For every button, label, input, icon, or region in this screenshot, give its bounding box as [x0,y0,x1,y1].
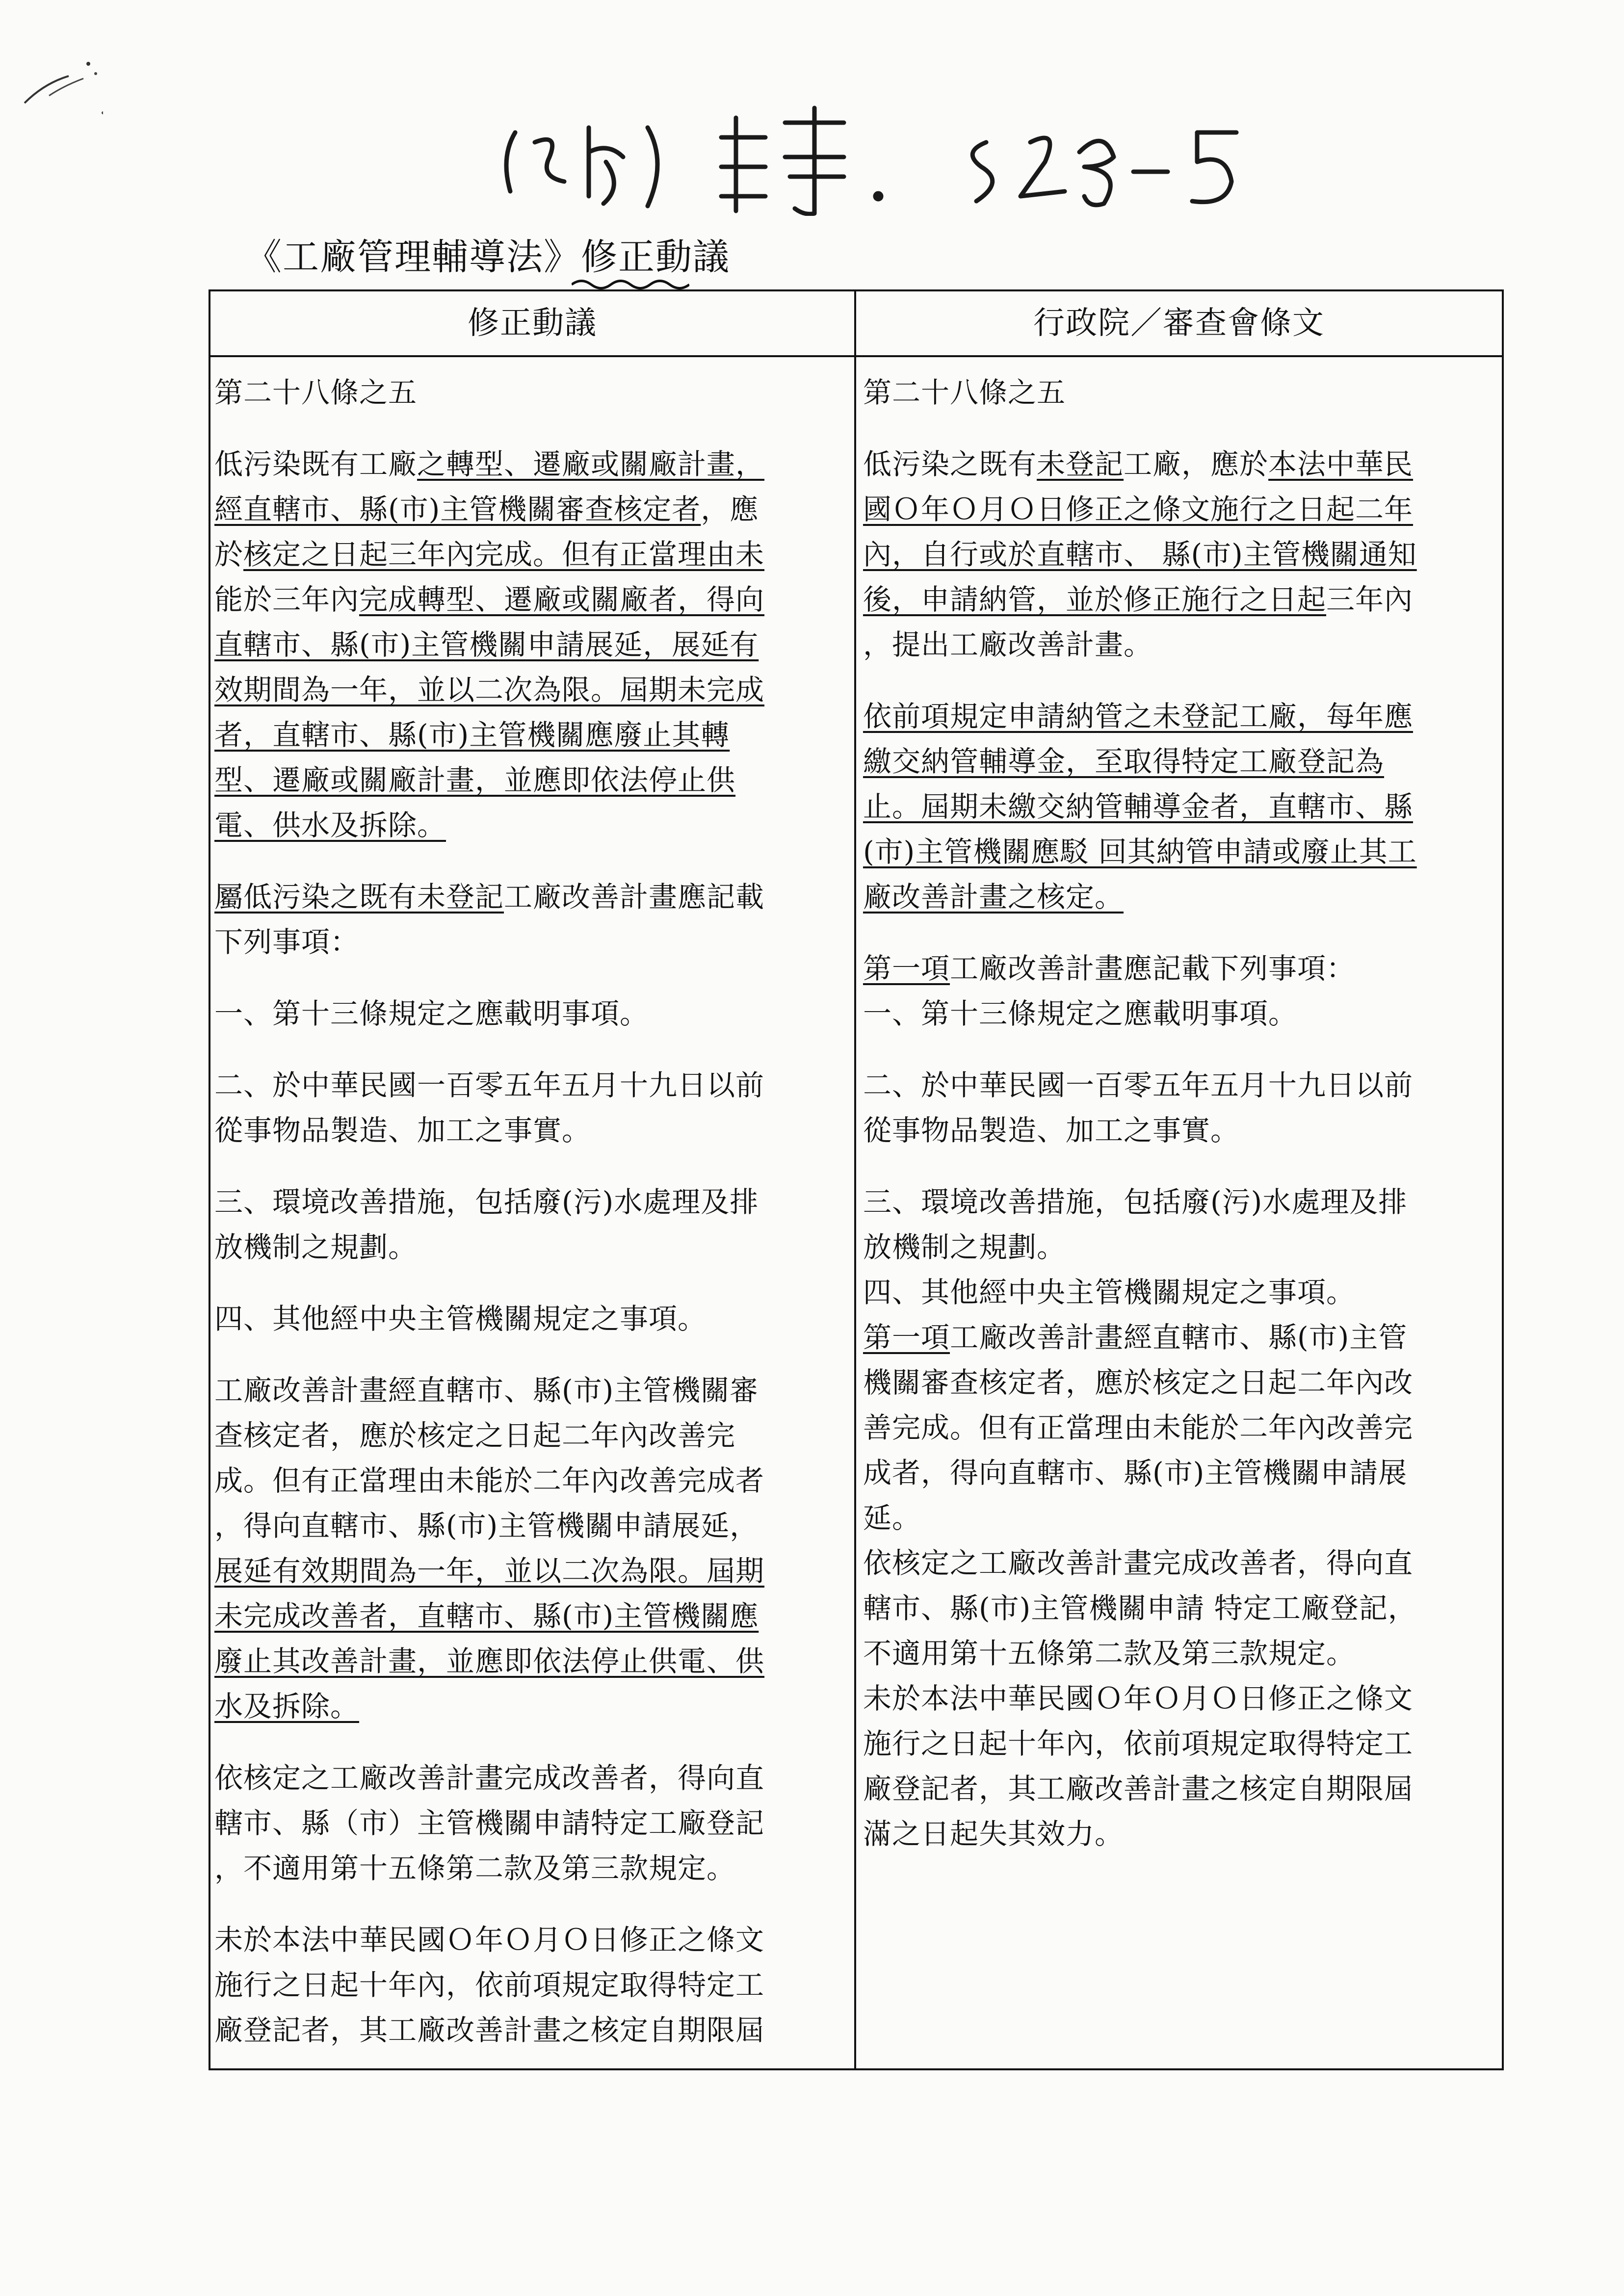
column-divider [854,291,856,2068]
amendment-column [214,370,847,2053]
left-paragraph-3: 工廠改善計畫經直轄市、縣(市)主管機關審 查核定者，應於核定之日起二年內改善完 成。但有正當理由未能於二年內改善完成者 ，得向直轄市、縣(市)主管機關申請展延， 展延有效期間為一年，並以二次為限。屆期 未完成改善者，直轄市、縣(市)主管機關應 廢止其改善計畫，並應即依法停止供電、供 水及拆除。 [214,1374,765,1723]
table-header-row [210,291,1502,357]
left-item-1: 一、第十三條規定之應載明事項。 [214,997,649,1030]
right-article-number: 第二十八條之五 [863,376,1066,409]
left-paragraph-2: 屬低污染之既有未登記工廠改善計畫應記載 下列事項： [214,880,765,959]
left-paragraph-1: 低污染既有工廠之轉型、遷廠或關廠計畫， 經直轄市、縣(市)主管機關審查核定者，應 於核定之日起三年內完成。但有正當理由未 能於三年內完成轉型、遷廠或關廠者，得向 直轄市、縣(市)主管機關申請展延，展延有 效期間為一年，並以二次為限。屆期未完成 者，直轄市、縣(市)主管機關應廢止其轉 型、遷廠或關廠計畫，並應即依法停止供 電、供水及拆除。 [214,447,765,842]
header-amendment-motion: 修正動議 [468,305,597,341]
right-item-3-4: 三、環境改善措施，包括廢(污)水處理及排 放機制之規劃。 四、其他經中央主管機關規定之事項。 [863,1185,1408,1309]
right-paragraph-3: 第一項工廠改善計畫應記載下列事項： 一、第十三條規定之應載明事項。 [863,946,1491,1036]
right-paragraph-2: 依前項規定申請納管之未登記工廠，每年應 繳交納管輔導金，至取得特定工廠登記為 止。屆期未繳交納管輔導金者，直轄市、縣 (市)主管機關應駁 回其納管申請或廢止其工 廠改善計畫之核定。 [863,700,1417,913]
left-item-3: 三、環境改善措施，包括廢(污)水處理及排 放機制之規劃。 [214,1185,759,1264]
header-executive-yuan-text: 行政院／審查會條文 [1033,305,1325,341]
right-paragraph-1: 低污染之既有未登記工廠，應於本法中華民 國Ｏ年Ｏ月Ｏ日修正之條文施行之日起二年 內，自行或於直轄市、 縣(市)主管機關通知 後，申請納管，並於修正施行之日起三年內 ，提出工廠改善計畫。 [863,447,1417,661]
left-article-number: 第二十八條之五 [214,376,418,409]
right-item-1: 一、第十三條規定之應載明事項。 [863,997,1298,1030]
right-paragraph-5: 依核定之工廠改善計畫完成改善者，得向直 轄市、縣(市)主管機關申請 特定工廠登記， 不適用第十五條第二款及第三款規定。 [863,1546,1417,1670]
right-paragraph-4: 第一項工廠改善計畫經直轄市、縣(市)主管 機關審查核定者，應於核定之日起二年內改 善完成。但有正當理由未能於二年內改善完 成者，得向直轄市、縣(市)主管機關申請展 延。 [863,1321,1414,1535]
right-item-2: 二、於中華民國一百零五年五月十九日以前 從事物品製造、加工之事實。 [863,1069,1414,1147]
left-item-2: 二、於中華民國一百零五年五月十九日以前 從事物品製造、加工之事實。 [214,1069,765,1147]
left-item-4: 四、其他經中央主管機關規定之事項。 [214,1302,707,1335]
document-title: 《工廠管理輔導法》修正動議 [245,236,730,278]
left-paragraph-5: 未於本法中華民國Ｏ年Ｏ月Ｏ日修正之條文 施行之日起十年內，依前項規定取得特定工 廠登記者，其工廠改善計畫之核定自期限屆 [214,1923,765,2047]
executive-yuan-column [863,370,1491,1856]
handwritten-annotation [491,98,1256,216]
comparison-table [209,289,1504,2070]
left-paragraph-4: 依核定之工廠改善計畫完成改善者，得向直 轄市、縣（市）主管機關申請特定工廠登記 ，不適用第十五條第二款及第三款規定。 [214,1761,765,1885]
right-paragraph-6: 未於本法中華民國Ｏ年Ｏ月Ｏ日修正之條文 施行之日起十年內，依前項規定取得特定工 廠登記者，其工廠改善計畫之核定自期限屆 滿之日起失其效力。 [863,1682,1414,1851]
pen-scribble-mark [15,49,103,118]
